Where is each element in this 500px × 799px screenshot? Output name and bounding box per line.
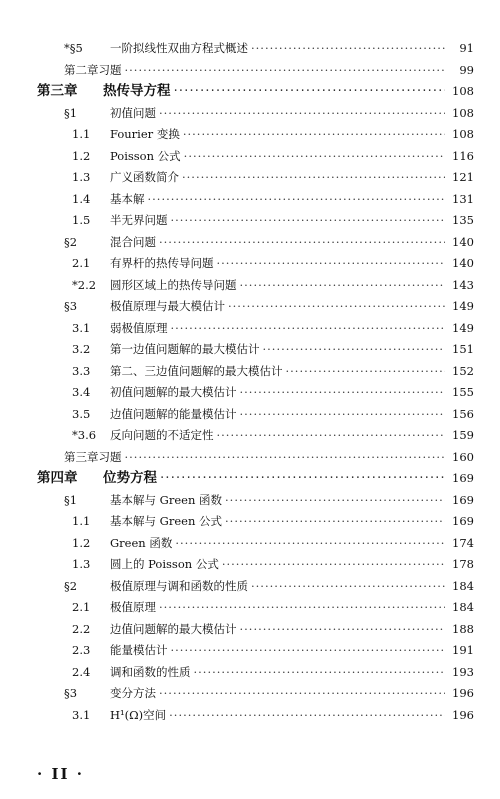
dot-leader	[225, 511, 445, 533]
toc-entry	[0, 705, 500, 727]
entry-page-number: 108	[452, 127, 474, 141]
dot-leader	[159, 103, 445, 125]
entry-number: 2.4	[72, 664, 91, 679]
entry-title: Poisson 公式	[110, 148, 181, 163]
entry-title: 极值原理与调和函数的性质	[110, 578, 248, 593]
entry-title: 有界杆的热传导问题	[110, 256, 214, 270]
entry-page-number: 108	[452, 105, 474, 120]
entry-number: §1	[64, 492, 78, 507]
entry-page-number: 196	[452, 707, 474, 722]
entry-page-number: 174	[452, 535, 474, 550]
entry-page-number: 191	[452, 643, 474, 657]
entry-title: 极值原理与最大模估计	[110, 299, 225, 313]
entry-number: 2.2	[72, 621, 91, 636]
entry-number: 2.1	[72, 256, 91, 270]
entry-number: 1.3	[72, 170, 91, 184]
entry-number: §1	[64, 105, 78, 120]
entry-page-number: 184	[452, 578, 474, 593]
entry-page-number: 116	[452, 148, 474, 163]
entry-number: 1.3	[72, 557, 91, 571]
toc-entry	[0, 210, 500, 232]
entry-page-number: 188	[452, 621, 474, 636]
entry-title: 边值问题解的最大模估计	[110, 621, 237, 636]
entry-number: 3.1	[72, 707, 91, 722]
toc-exercise-entry	[0, 60, 500, 82]
toc-chapter-entry	[0, 468, 500, 490]
entry-title: 基本解	[110, 191, 145, 206]
toc-entry	[0, 253, 500, 275]
entry-title: H¹(Ω)空间	[110, 707, 167, 722]
toc-entry	[0, 38, 500, 60]
dot-leader	[159, 597, 445, 619]
entry-number: §2	[64, 578, 78, 593]
dot-leader	[263, 339, 446, 361]
page-number-footer: · II ·	[37, 765, 84, 783]
toc-entry	[0, 683, 500, 705]
entry-number: *§5	[64, 41, 83, 55]
dot-leader	[174, 81, 446, 103]
entry-page-number: 160	[452, 449, 474, 464]
dot-leader	[182, 167, 445, 189]
entry-page-number: 99	[459, 62, 474, 77]
dot-leader	[240, 619, 446, 641]
entry-page-number: 131	[452, 191, 474, 206]
entry-page-number: 151	[452, 342, 474, 356]
entry-number: 第三章	[37, 83, 78, 99]
toc-entry	[0, 275, 500, 297]
entry-number: 1.1	[72, 514, 91, 528]
toc-entry	[0, 167, 500, 189]
entry-title: 位势方程	[103, 470, 157, 486]
entry-title: 第一边值问题解的最大模估计	[110, 342, 260, 356]
dot-leader	[240, 275, 446, 297]
dot-leader	[240, 382, 446, 404]
entry-title: 边值问题解的能量模估计	[110, 406, 237, 421]
toc-chapter-entry	[0, 81, 500, 103]
toc-entry	[0, 425, 500, 447]
entry-title: 一阶拟线性双曲方程式概述	[110, 41, 248, 55]
entry-title: 广义函数简介	[110, 170, 179, 184]
entry-title: 混合问题	[110, 234, 156, 249]
entry-page-number: 156	[452, 406, 474, 421]
toc-entry	[0, 533, 500, 555]
toc-entry	[0, 404, 500, 426]
entry-page-number: 159	[452, 428, 474, 442]
dot-leader	[240, 404, 446, 426]
dot-leader	[169, 705, 445, 727]
entry-number: 第四章	[37, 470, 78, 486]
dot-leader	[286, 361, 446, 383]
entry-page-number: 135	[452, 213, 474, 227]
entry-page-number: 91	[459, 41, 474, 55]
entry-page-number: 178	[452, 557, 474, 571]
entry-number: 3.3	[72, 363, 91, 378]
dot-leader	[228, 296, 445, 318]
entry-title: 变分方法	[110, 686, 156, 700]
dot-leader	[171, 210, 446, 232]
entry-number: 3.1	[72, 320, 91, 335]
entry-title: 半无界问题	[110, 213, 168, 227]
dot-leader	[171, 640, 446, 662]
entry-title: 圆形区域上的热传导问题	[110, 277, 237, 292]
entry-page-number: 149	[452, 299, 474, 313]
table-of-contents	[0, 38, 500, 726]
entry-number: 2.3	[72, 643, 91, 657]
dot-leader	[225, 490, 445, 512]
entry-page-number: 184	[452, 600, 474, 614]
entry-title: 初值问题解的最大模估计	[110, 385, 237, 399]
toc-entry	[0, 232, 500, 254]
entry-number: §3	[64, 686, 78, 700]
dot-leader	[125, 447, 446, 469]
dot-leader	[175, 533, 445, 555]
toc-entry	[0, 640, 500, 662]
dot-leader	[148, 189, 446, 211]
toc-entry	[0, 296, 500, 318]
entry-page-number: 169	[452, 514, 474, 528]
entry-page-number: 121	[452, 170, 474, 184]
entry-number: 1.2	[72, 148, 91, 163]
entry-page-number: 196	[452, 686, 474, 700]
entry-title: 第二章习题	[64, 62, 122, 77]
dot-leader	[171, 318, 446, 340]
entry-number: 2.1	[72, 600, 91, 614]
entry-number: §2	[64, 234, 78, 249]
entry-page-number: 108	[452, 84, 474, 98]
entry-number: 1.2	[72, 535, 91, 550]
entry-number: 1.1	[72, 127, 91, 141]
toc-entry	[0, 662, 500, 684]
toc-entry	[0, 576, 500, 598]
entry-title: Green 函数	[110, 535, 173, 550]
entry-title: 调和函数的性质	[110, 664, 191, 679]
dot-leader	[251, 576, 445, 598]
dot-leader	[217, 253, 446, 275]
entry-page-number: 155	[452, 385, 474, 399]
dot-leader	[160, 468, 445, 490]
toc-entry	[0, 318, 500, 340]
entry-number: 3.2	[72, 342, 91, 356]
entry-page-number: 143	[452, 277, 474, 292]
entry-title: Fourier 变换	[110, 127, 180, 141]
entry-title: 基本解与 Green 函数	[110, 492, 223, 507]
dot-leader	[183, 124, 445, 146]
entry-title: 热传导方程	[103, 83, 171, 99]
entry-page-number: 169	[452, 492, 474, 507]
toc-entry	[0, 124, 500, 146]
toc-entry	[0, 339, 500, 361]
entry-title: 反向问题的不适定性	[110, 428, 214, 442]
toc-entry	[0, 103, 500, 125]
dot-leader	[194, 662, 446, 684]
entry-title: 初值问题	[110, 105, 156, 120]
dot-leader	[251, 38, 445, 60]
entry-number: 3.4	[72, 385, 91, 399]
toc-entry	[0, 554, 500, 576]
entry-page-number: 149	[452, 320, 474, 335]
entry-number: 1.5	[72, 213, 91, 227]
toc-entry	[0, 146, 500, 168]
entry-page-number: 152	[452, 363, 474, 378]
toc-entry	[0, 597, 500, 619]
entry-title: 第三章习题	[64, 449, 122, 464]
entry-number: §3	[64, 299, 78, 313]
entry-title: 圆上的 Poisson 公式	[110, 557, 219, 571]
entry-title: 极值原理	[110, 600, 156, 614]
entry-page-number: 140	[452, 256, 474, 270]
dot-leader	[159, 683, 445, 705]
entry-page-number: 169	[452, 471, 474, 485]
entry-title: 第二、三边值问题解的最大模估计	[110, 363, 283, 378]
toc-entry	[0, 189, 500, 211]
dot-leader	[125, 60, 446, 82]
toc-entry	[0, 382, 500, 404]
toc-entry	[0, 490, 500, 512]
toc-entry	[0, 619, 500, 641]
entry-title: 能量模估计	[110, 643, 168, 657]
entry-title: 基本解与 Green 公式	[110, 514, 223, 528]
toc-entry	[0, 511, 500, 533]
entry-page-number: 140	[452, 234, 474, 249]
entry-page-number: 193	[452, 664, 474, 679]
dot-leader	[222, 554, 445, 576]
entry-number: *2.2	[72, 277, 97, 292]
entry-number: 1.4	[72, 191, 91, 206]
entry-number: 3.5	[72, 406, 91, 421]
dot-leader	[184, 146, 445, 168]
dot-leader	[159, 232, 445, 254]
entry-number: *3.6	[72, 428, 97, 442]
toc-exercise-entry	[0, 447, 500, 469]
dot-leader	[217, 425, 446, 447]
entry-title: 弱极值原理	[110, 320, 168, 335]
toc-entry	[0, 361, 500, 383]
